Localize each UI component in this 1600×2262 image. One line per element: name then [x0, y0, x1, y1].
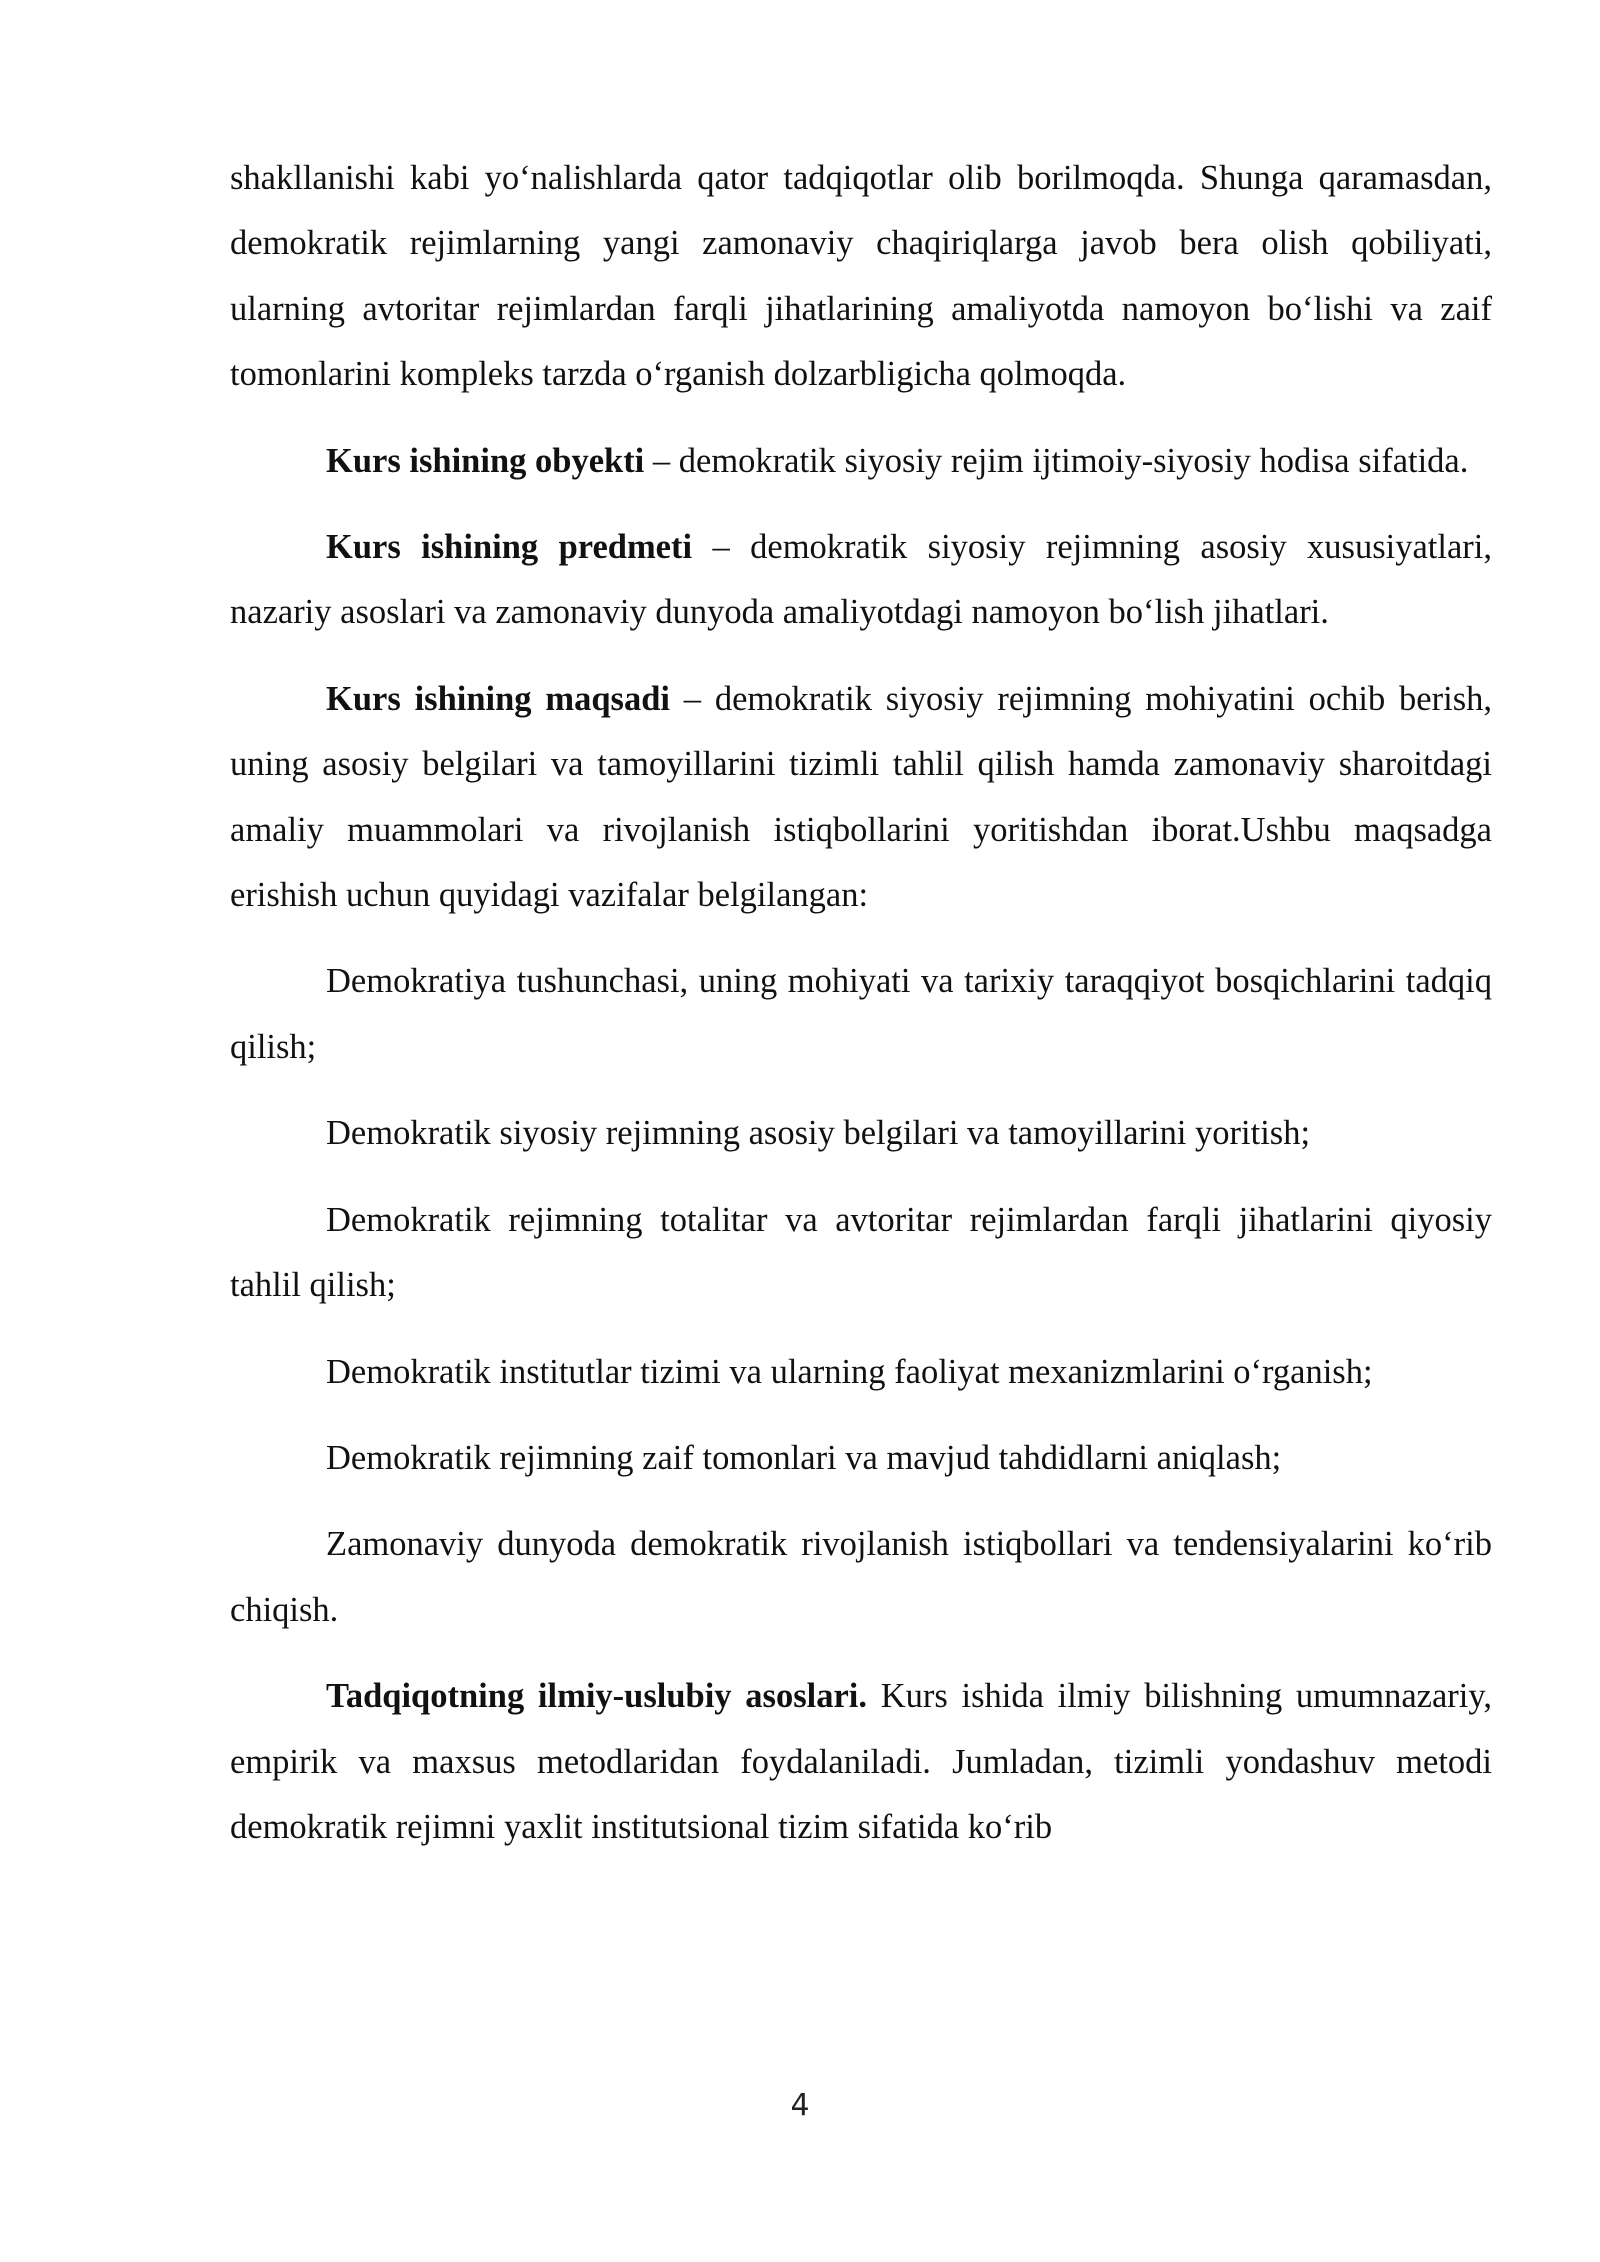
- task-text: Demokratik institutlar tizimi va ularning faoliyat mexanizmlarini o‘rganish;: [326, 1352, 1373, 1391]
- task-item: [230, 1512, 1492, 1643]
- task-text: Zamonaviy dunyoda demokratik rivojlanish istiqbollari va tendensiyalarini ko‘rib chiqish.: [230, 1525, 1492, 1629]
- task-item: [230, 1188, 1492, 1319]
- paragraph-text: Kurs ishida ilmiy bilishning umumnazariy, empirik va maxsus metodlaridan foydalaniladi. Jumladan, tizimli yondashuv metodi demokratik rejimni yaxlit institutsional tizim sifatida ko‘rib: [230, 1677, 1492, 1846]
- paragraph-continuation: [230, 146, 1492, 408]
- paragraph-research-goal: [230, 667, 1492, 929]
- page-number: 4: [790, 2088, 810, 2123]
- paragraph-heading: Tadqiqotning ilmiy-uslubiy asoslari.: [326, 1677, 867, 1716]
- task-text: Demokratik rejimning totalitar va avtoritar rejimlardan farqli jihatlarini qiyosiy tahlil qilish;: [230, 1200, 1492, 1305]
- paragraph-research-object: [230, 429, 1492, 494]
- paragraph-methodology: [230, 1664, 1492, 1860]
- task-item: [230, 1426, 1492, 1491]
- paragraph-research-subject: [230, 515, 1492, 646]
- task-text: Demokratik rejimning zaif tomonlari va mavjud tahdidlarni aniqlash;: [326, 1438, 1282, 1477]
- task-text: Demokratik siyosiy rejimning asosiy belgilari va tamoyillarini yoritish;: [326, 1114, 1311, 1153]
- paragraph-heading: Kurs ishining predmeti: [326, 528, 693, 567]
- paragraph-text: – demokratik siyosiy rejim ijtimoiy-siyosiy hodisa sifatida.: [644, 441, 1469, 480]
- task-item: [230, 1101, 1492, 1166]
- paragraph-text: shakllanishi kabi yo‘nalishlarda qator tadqiqotlar olib borilmoqda. Shunga qaramasdan, demokratik rejimlarning yangi zamonaviy chaqiriqlarga javob bera olish qobiliyati, ularning avtoritar rejimlardan farqli jihatlarining amaliyotda namoyon bo‘lishi va zaif tomonlarini kompleks tarzda o‘rganish dolzarbligicha qolmoqda.: [230, 159, 1492, 394]
- paragraph-heading: Kurs ishining obyekti: [326, 441, 645, 480]
- task-item: [230, 1340, 1492, 1405]
- paragraph-text: – demokratik siyosiy rejimning mohiyatini ochib berish, uning asosiy belgilari va tamoyillarini tizimli tahlil qilish hamda zamonaviy sharoitdagi amaliy muammolari va rivojlanish istiqbollarini yoritishdan iborat.Ushbu maqsadga erishish uchun quyidagi vazifalar belgilangan:: [230, 679, 1492, 915]
- task-item: [230, 949, 1492, 1080]
- document-body: [230, 146, 1492, 1860]
- paragraph-text: – demokratik siyosiy rejimning asosiy xususiyatlari, nazariy asoslari va zamonaviy dunyoda amaliyotdagi namoyon bo‘lish jihatlari.: [230, 528, 1492, 632]
- paragraph-heading: Kurs ishining maqsadi: [326, 679, 670, 718]
- task-text: Demokratiya tushunchasi, uning mohiyati va tarixiy taraqqiyot bosqichlarini tadqiq qilish;: [230, 962, 1492, 1066]
